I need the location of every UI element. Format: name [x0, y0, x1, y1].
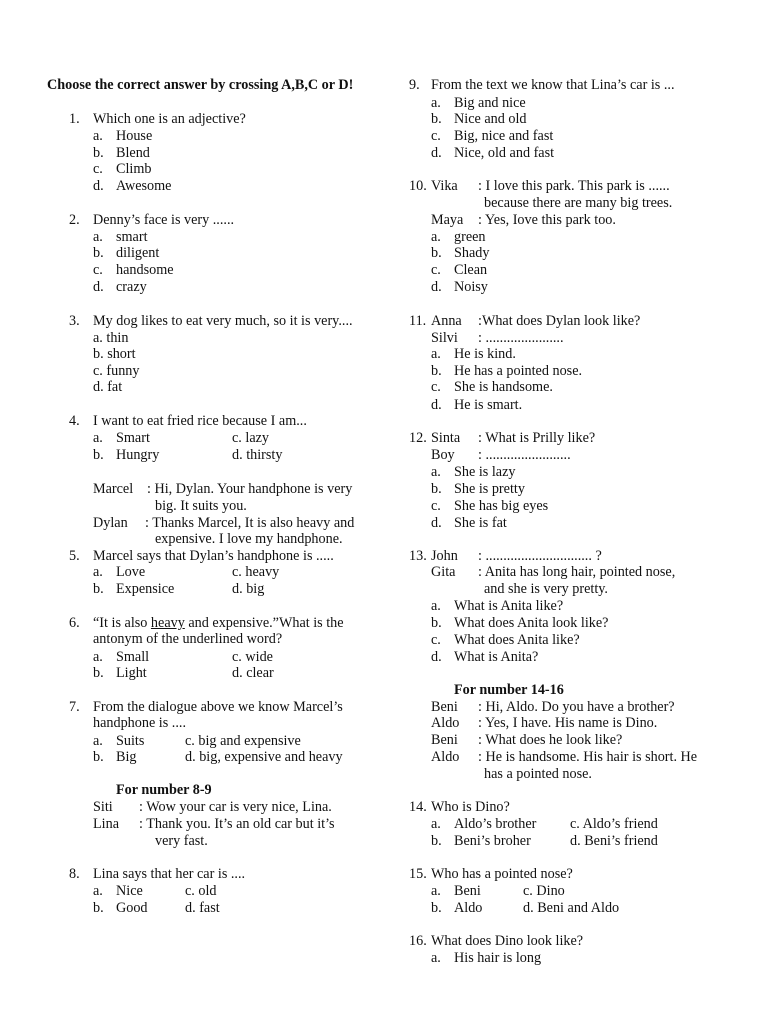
q10-option-c-letter: c. [431, 262, 441, 278]
q7-option-c: c. big and expensive [185, 733, 301, 749]
q9-text: From the text we know that Lina’s car is ... [431, 77, 675, 93]
q6-text-part-1: “It is also [93, 615, 151, 631]
q12-option-c-letter: c. [431, 498, 441, 514]
q12-option-b: She is pretty [454, 481, 525, 497]
q3-option-b: b. short [93, 346, 136, 362]
q11-line-2: : ...................... [478, 330, 564, 346]
q5-option-c: c. heavy [232, 564, 280, 580]
q2-option-a-letter: a. [93, 229, 103, 245]
q9-number: 9. [409, 77, 420, 93]
dialog3-line-1: : Hi, Aldo. Do you have a brother? [478, 699, 675, 715]
dialog1-line-2b: expensive. I love my handphone. [155, 531, 343, 547]
q10-line-1a: : I love this park. This park is ...... [478, 178, 670, 194]
q10-option-b: Shady [454, 245, 490, 261]
q4-option-b-letter: b. [93, 447, 104, 463]
q14-option-b: Beni’s broher [454, 833, 531, 849]
q11-line-1: :What does Dylan look like? [478, 313, 641, 329]
q7-option-d: d. big, expensive and heavy [185, 749, 343, 765]
q12-number: 12. [409, 430, 427, 446]
q6-option-b: Light [116, 665, 147, 681]
q9-option-a: Big and nice [454, 95, 526, 111]
q5-text: Marcel says that Dylan’s handphone is ..... [93, 548, 334, 564]
q1-option-d-letter: d. [93, 178, 104, 194]
q2-option-c: handsome [116, 262, 174, 278]
q12-option-c: She has big eyes [454, 498, 549, 514]
q8-option-c: c. old [185, 883, 217, 899]
dialog2-speaker-2: Lina [93, 816, 119, 832]
q9-option-b: Nice and old [454, 111, 527, 127]
q15-option-b-letter: b. [431, 900, 442, 916]
q14-option-a-letter: a. [431, 816, 441, 832]
q2-option-b-letter: b. [93, 245, 104, 261]
q16-option-a-letter: a. [431, 950, 441, 966]
q15-option-b: Aldo [454, 900, 483, 916]
q4-option-a-letter: a. [93, 430, 103, 446]
q3-text: My dog likes to eat very much, so it is very.... [93, 313, 353, 329]
q15-option-a: Beni [454, 883, 481, 899]
q5-option-d: d. big [232, 581, 265, 597]
q10-option-a-letter: a. [431, 229, 441, 245]
q11-speaker-1: Anna [431, 313, 462, 329]
q5-option-b: Expensice [116, 581, 175, 597]
q4-text: I want to eat fried rice because I am... [93, 413, 307, 429]
q1-option-c: Climb [116, 161, 152, 177]
q13-option-c: What does Anita like? [454, 632, 580, 648]
q7-option-a: Suits [116, 733, 145, 749]
dialog3-speaker-4: Aldo [431, 749, 460, 765]
q11-option-a: He is kind. [454, 346, 516, 362]
q8-option-a: Nice [116, 883, 143, 899]
q2-option-d: crazy [116, 279, 147, 295]
q9-option-c-letter: c. [431, 128, 441, 144]
q13-number: 13. [409, 548, 427, 564]
q10-option-b-letter: b. [431, 245, 442, 261]
q10-speaker-2: Maya [431, 212, 464, 228]
q8-text: Lina says that her car is .... [93, 866, 246, 882]
section-heading-8-9: For number 8-9 [116, 782, 212, 798]
q2-number: 2. [69, 212, 80, 228]
q13-option-c-letter: c. [431, 632, 441, 648]
dialog1-speaker-2: Dylan [93, 515, 128, 531]
q4-option-a: Smart [116, 430, 150, 446]
q11-option-b: He has a pointed nose. [454, 363, 583, 379]
q10-option-d-letter: d. [431, 279, 442, 295]
q4-option-d: d. thirsty [232, 447, 283, 463]
q10-option-c: Clean [454, 262, 488, 278]
q11-option-c: She is handsome. [454, 379, 553, 395]
q5-option-b-letter: b. [93, 581, 104, 597]
q9-option-b-letter: b. [431, 111, 442, 127]
q13-line-2b: and she is very pretty. [484, 581, 608, 597]
q7-number: 7. [69, 699, 80, 715]
dialog3-line-4a: : He is handsome. His hair is short. He [478, 749, 698, 765]
q9-option-a-letter: a. [431, 95, 441, 111]
q5-number: 5. [69, 548, 80, 564]
q6-option-b-letter: b. [93, 665, 104, 681]
dialog3-line-2: : Yes, I have. His name is Dino. [478, 715, 658, 731]
q12-speaker-2: Boy [431, 447, 455, 463]
q6-option-d: d. clear [232, 665, 274, 681]
q6-option-c: c. wide [232, 649, 273, 665]
dialog1-speaker-1: Marcel [93, 481, 134, 497]
q14-option-d: d. Beni’s friend [570, 833, 658, 849]
q7-option-b-letter: b. [93, 749, 104, 765]
q16-text: What does Dino look like? [431, 933, 584, 949]
dialog3-line-3: : What does he look like? [478, 732, 623, 748]
q3-option-c: c. funny [93, 363, 140, 379]
q15-option-a-letter: a. [431, 883, 441, 899]
q9-option-d: Nice, old and fast [454, 145, 555, 161]
dialog2-line-2a: : Thank you. It’s an old car but it’s [139, 816, 335, 832]
q6-text-part-2: and expensive.”What is the [184, 615, 344, 631]
q7-text-line-2: handphone is .... [93, 715, 186, 731]
q8-option-b: Good [116, 900, 148, 916]
q10-speaker-1: Vika [431, 178, 458, 194]
q13-speaker-1: John [431, 548, 458, 564]
q1-number: 1. [69, 111, 80, 127]
q13-option-b-letter: b. [431, 615, 442, 631]
q14-text: Who is Dino? [431, 799, 510, 815]
q15-option-d: d. Beni and Aldo [523, 900, 620, 916]
section-heading-14-16: For number 14-16 [454, 682, 564, 698]
q14-number: 14. [409, 799, 427, 815]
q6-number: 6. [69, 615, 80, 631]
q6-underlined-word: heavy [150, 615, 185, 631]
q12-option-d: She is fat [454, 515, 507, 531]
q2-text: Denny’s face is very ...... [93, 212, 235, 228]
q10-option-d: Noisy [454, 279, 488, 295]
dialog3-line-4b: has a pointed nose. [484, 766, 592, 782]
q12-speaker-1: Sinta [431, 430, 461, 446]
q2-option-c-letter: c. [93, 262, 103, 278]
q13-line-2a: : Anita has long hair, pointed nose, [478, 564, 676, 580]
q15-text: Who has a pointed nose? [431, 866, 573, 882]
q13-option-a-letter: a. [431, 598, 441, 614]
q1-option-a: House [116, 128, 153, 144]
q1-option-c-letter: c. [93, 161, 103, 177]
q12-line-1: : What is Prilly like? [478, 430, 596, 446]
q13-speaker-2: Gita [431, 564, 456, 580]
q12-option-a-letter: a. [431, 464, 441, 480]
dialog2-line-2b: very fast. [155, 833, 208, 849]
q4-number: 4. [69, 413, 80, 429]
q7-option-a-letter: a. [93, 733, 103, 749]
dialog1-line-1a: : Hi, Dylan. Your handphone is very [147, 481, 353, 497]
q3-number: 3. [69, 313, 80, 329]
dialog3-speaker-2: Aldo [431, 715, 460, 731]
q11-option-d: He is smart. [454, 397, 523, 413]
q6-option-a: Small [116, 649, 150, 665]
q5-option-a: Love [116, 564, 146, 580]
q3-option-d: d. fat [93, 379, 123, 395]
q16-option-a: His hair is long [454, 950, 542, 966]
q14-option-c: c. Aldo’s friend [570, 816, 658, 832]
q14-option-a: Aldo’s brother [454, 816, 537, 832]
q2-option-d-letter: d. [93, 279, 104, 295]
q1-text: Which one is an adjective? [93, 111, 246, 127]
instruction-heading: Choose the correct answer by crossing A,B,C or D! [47, 77, 354, 93]
q13-line-1: : .............................. ? [478, 548, 602, 564]
q3-option-a: a. thin [93, 330, 129, 346]
q4-option-b: Hungry [116, 447, 160, 463]
q9-option-d-letter: d. [431, 145, 442, 161]
q14-option-b-letter: b. [431, 833, 442, 849]
q10-number: 10. [409, 178, 427, 194]
q11-number: 11. [409, 313, 427, 329]
q12-option-b-letter: b. [431, 481, 442, 497]
q11-option-c-letter: c. [431, 379, 441, 395]
q15-option-c: c. Dino [523, 883, 565, 899]
q8-number: 8. [69, 866, 80, 882]
q13-option-b: What does Anita look like? [454, 615, 609, 631]
q10-line-1b: because there are many big trees. [484, 195, 673, 211]
q7-option-b: Big [116, 749, 137, 765]
q5-option-a-letter: a. [93, 564, 103, 580]
q13-option-d: What is Anita? [454, 649, 539, 665]
dialog3-speaker-3: Beni [431, 732, 458, 748]
dialog1-line-2a: : Thanks Marcel, It is also heavy and [145, 515, 355, 531]
q8-option-b-letter: b. [93, 900, 104, 916]
dialog3-speaker-1: Beni [431, 699, 458, 715]
q1-option-b-letter: b. [93, 145, 104, 161]
q12-line-2: : ........................ [478, 447, 571, 463]
q11-option-d-letter: d. [431, 397, 442, 413]
q12-option-a: She is lazy [454, 464, 516, 480]
q12-option-d-letter: d. [431, 515, 442, 531]
q10-option-a: green [454, 229, 486, 245]
q6-text-line-1 [93, 615, 344, 632]
q16-number: 16. [409, 933, 427, 949]
q11-option-a-letter: a. [431, 346, 441, 362]
q1-option-d: Awesome [116, 178, 172, 194]
q1-option-a-letter: a. [93, 128, 103, 144]
q8-option-d: d. fast [185, 900, 220, 916]
q2-option-a: smart [116, 229, 148, 245]
q4-option-c: c. lazy [232, 430, 270, 446]
q9-option-c: Big, nice and fast [454, 128, 554, 144]
dialog1-line-1b: big. It suits you. [155, 498, 247, 514]
q13-option-a: What is Anita like? [454, 598, 564, 614]
q2-option-b: diligent [116, 245, 160, 261]
q15-number: 15. [409, 866, 427, 882]
dialog2-speaker-1: Siti [93, 799, 113, 815]
q1-option-b: Blend [116, 145, 150, 161]
q10-line-2: : Yes, Iove this park too. [478, 212, 616, 228]
dialog2-line-1: : Wow your car is very nice, Lina. [139, 799, 332, 815]
q7-text-line-1: From the dialogue above we know Marcel’s [93, 699, 343, 715]
q6-text-line-2: antonym of the underlined word? [93, 631, 283, 647]
q13-option-d-letter: d. [431, 649, 442, 665]
q11-option-b-letter: b. [431, 363, 442, 379]
q8-option-a-letter: a. [93, 883, 103, 899]
q6-option-a-letter: a. [93, 649, 103, 665]
q11-speaker-2: Silvi [431, 330, 458, 346]
